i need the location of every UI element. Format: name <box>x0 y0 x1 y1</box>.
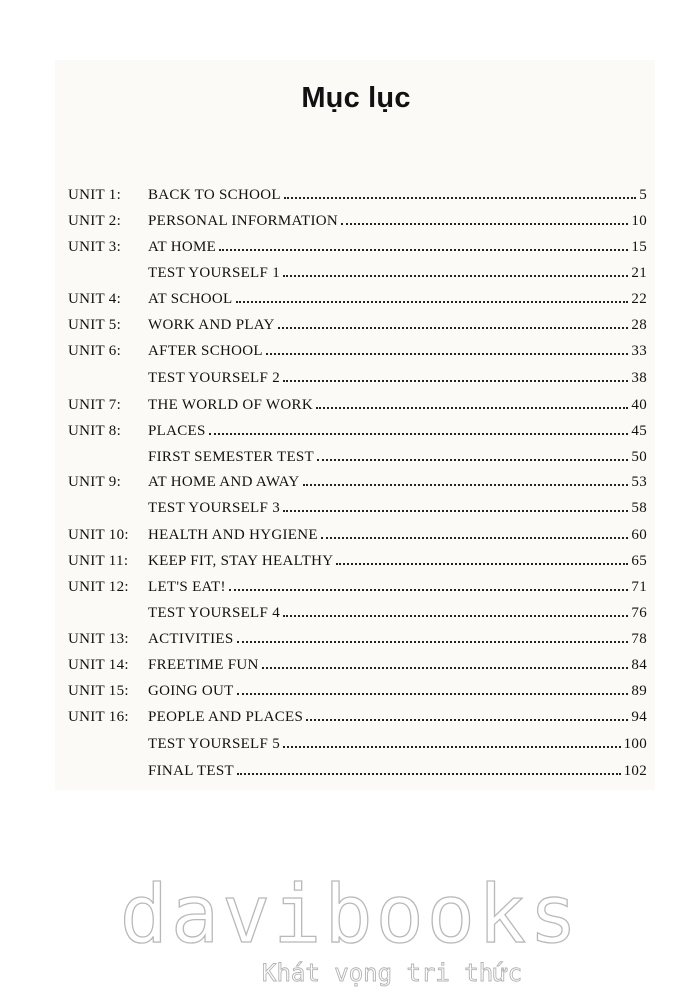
page-number: 10 <box>631 213 647 229</box>
page-number: 28 <box>631 317 647 333</box>
dot-leader <box>237 682 629 695</box>
toc-entry <box>148 422 647 440</box>
entry-title: KEEP FIT, STAY HEALTHY <box>148 553 334 569</box>
dot-leader <box>283 369 628 382</box>
entry-title: AT SCHOOL <box>148 291 233 307</box>
entry-title: LET'S EAT! <box>148 579 226 595</box>
page-number: 100 <box>623 736 647 752</box>
entry-title: THE WORLD OF WORK <box>148 397 313 413</box>
entry-title: HEALTH AND HYGIENE <box>148 527 318 543</box>
toc-row <box>0 708 700 734</box>
toc-row <box>0 630 700 656</box>
toc-row <box>0 264 700 290</box>
dot-leader <box>321 526 629 539</box>
page-number: 89 <box>631 683 647 699</box>
page-number: 102 <box>623 763 647 779</box>
toc-entry <box>148 735 647 753</box>
unit-number: UNIT 6: <box>68 343 122 359</box>
dot-leader <box>283 735 621 748</box>
page-number: 71 <box>631 579 647 595</box>
page-number: 78 <box>631 631 647 647</box>
toc-entry <box>148 316 647 334</box>
unit-number: UNIT 16: <box>68 709 129 725</box>
dot-leader <box>219 238 628 251</box>
toc-row <box>0 552 700 578</box>
page-number: 38 <box>631 370 647 386</box>
toc-row <box>0 604 700 630</box>
dot-leader <box>336 552 628 565</box>
unit-number: UNIT 4: <box>68 291 122 307</box>
dot-leader <box>237 762 621 775</box>
dot-leader <box>229 578 629 591</box>
entry-title: AFTER SCHOOL <box>148 343 263 359</box>
unit-number: UNIT 2: <box>68 213 122 229</box>
toc-entry <box>148 682 647 700</box>
entry-title: GOING OUT <box>148 683 234 699</box>
dot-leader <box>266 342 629 355</box>
toc-entry <box>148 656 647 674</box>
page-number: 76 <box>631 605 647 621</box>
toc-entry <box>148 604 647 622</box>
entry-title: TEST YOURSELF 4 <box>148 605 281 621</box>
page-number: 22 <box>631 291 647 307</box>
page-number: 45 <box>631 423 647 439</box>
entry-title: TEST YOURSELF 2 <box>148 370 281 386</box>
page-title: Mục lục <box>301 82 411 114</box>
dot-leader <box>236 290 629 303</box>
dot-leader <box>284 186 636 199</box>
entry-title: AT HOME AND AWAY <box>148 474 300 490</box>
unit-number: UNIT 10: <box>68 527 129 543</box>
watermark-slogan: Khát vọng tri thức <box>262 959 523 987</box>
toc-row <box>0 212 700 238</box>
toc-row <box>0 396 700 422</box>
toc-row <box>0 422 700 448</box>
toc-entry <box>148 369 647 387</box>
dot-leader <box>306 708 628 721</box>
toc-entry <box>148 473 647 491</box>
unit-number: UNIT 14: <box>68 657 129 673</box>
dot-leader <box>278 316 629 329</box>
page-number: 21 <box>631 265 647 281</box>
page-number: 65 <box>631 553 647 569</box>
toc-entry <box>148 448 647 466</box>
page-number: 53 <box>631 474 647 490</box>
dot-leader <box>283 264 628 277</box>
unit-number: UNIT 5: <box>68 317 122 333</box>
toc-entry <box>148 762 647 780</box>
dot-leader <box>237 630 629 643</box>
dot-leader <box>262 656 629 669</box>
toc-entry <box>148 499 647 517</box>
page-number: 15 <box>631 239 647 255</box>
toc-row <box>0 499 700 525</box>
toc-entry <box>148 396 647 414</box>
entry-title: BACK TO SCHOOL <box>148 187 281 203</box>
toc-row <box>0 448 700 474</box>
toc-entry <box>148 708 647 726</box>
unit-number: UNIT 13: <box>68 631 129 647</box>
toc-row <box>0 316 700 342</box>
unit-number: UNIT 12: <box>68 579 129 595</box>
entry-title: AT HOME <box>148 239 217 255</box>
unit-number: UNIT 15: <box>68 683 129 699</box>
toc-entry <box>148 186 647 204</box>
entry-title: TEST YOURSELF 3 <box>148 500 281 516</box>
page-number: 40 <box>631 397 647 413</box>
toc-row <box>0 682 700 708</box>
entry-title: PERSONAL INFORMATION <box>148 213 339 229</box>
toc-entry <box>148 342 647 360</box>
toc-row <box>0 290 700 316</box>
entry-title: TEST YOURSELF 5 <box>148 736 281 752</box>
toc-entry <box>148 578 647 596</box>
page-number: 58 <box>631 500 647 516</box>
toc-row <box>0 186 700 212</box>
toc-row <box>0 578 700 604</box>
toc-entry <box>148 630 647 648</box>
entry-title: FINAL TEST <box>148 763 234 779</box>
page-number: 50 <box>631 449 647 465</box>
toc-entry <box>148 290 647 308</box>
dot-leader <box>283 604 628 617</box>
toc-row <box>0 656 700 682</box>
dot-leader <box>283 499 628 512</box>
unit-number: UNIT 11: <box>68 553 129 569</box>
dot-leader <box>341 212 628 225</box>
toc-entry <box>148 212 647 230</box>
toc-row <box>0 735 700 761</box>
toc-row <box>0 369 700 395</box>
toc-entry <box>148 264 647 282</box>
page-number: 94 <box>631 709 647 725</box>
unit-number: UNIT 1: <box>68 187 122 203</box>
watermark-logo: davibooks <box>119 868 581 961</box>
page-number: 5 <box>639 187 647 203</box>
unit-number: UNIT 8: <box>68 423 122 439</box>
toc-entry <box>148 526 647 544</box>
toc-entry <box>148 552 647 570</box>
entry-title: TEST YOURSELF 1 <box>148 265 281 281</box>
entry-title: FREETIME FUN <box>148 657 259 673</box>
entry-title: FIRST SEMESTER TEST <box>148 449 315 465</box>
dot-leader <box>303 473 629 486</box>
toc-row <box>0 762 700 788</box>
entry-title: PEOPLE AND PLACES <box>148 709 304 725</box>
page-number: 84 <box>631 657 647 673</box>
page-number: 33 <box>631 343 647 359</box>
unit-number: UNIT 9: <box>68 474 122 490</box>
toc-row <box>0 342 700 368</box>
entry-title: WORK AND PLAY <box>148 317 275 333</box>
unit-number: UNIT 3: <box>68 239 122 255</box>
dot-leader <box>316 396 628 409</box>
dot-leader <box>209 422 629 435</box>
toc-entry <box>148 238 647 256</box>
unit-number: UNIT 7: <box>68 397 122 413</box>
entry-title: PLACES <box>148 423 206 439</box>
dot-leader <box>317 448 628 461</box>
toc-row <box>0 238 700 264</box>
page-number: 60 <box>631 527 647 543</box>
entry-title: ACTIVITIES <box>148 631 234 647</box>
toc-row <box>0 526 700 552</box>
toc-row <box>0 473 700 499</box>
